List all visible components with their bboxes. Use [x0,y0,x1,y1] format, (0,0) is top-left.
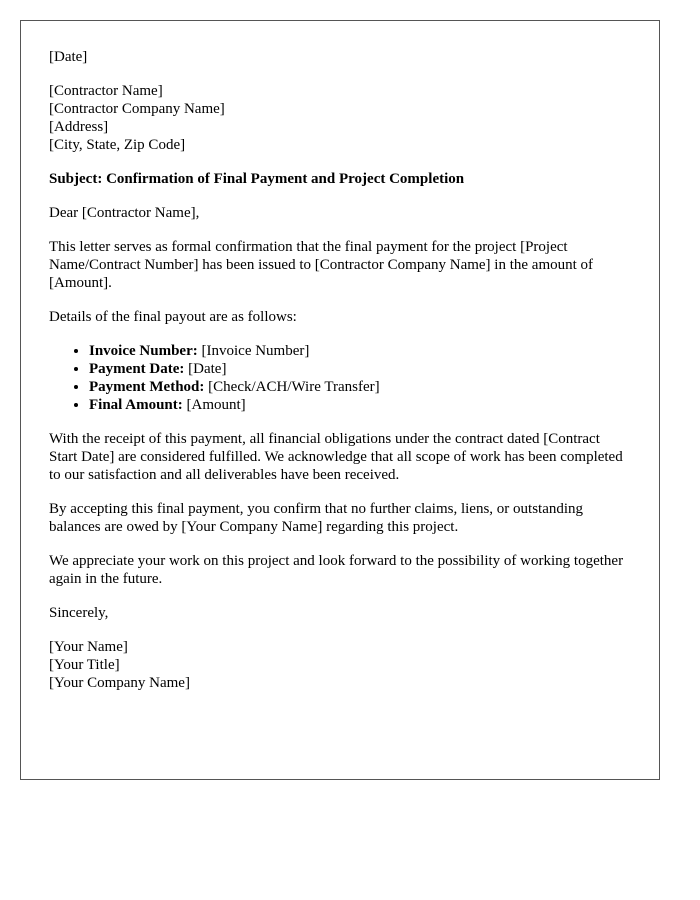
detail-value: [Amount] [182,397,246,413]
payment-details-list [49,342,631,414]
claims-paragraph: By accepting this final payment, you confirm that no further claims, liens, or outstanding balances are owed by [Your Company Name] regarding this project. [49,501,584,535]
signature-company: [Your Company Name] [49,675,190,691]
salutation-block [49,204,631,222]
detail-value: [Check/ACH/Wire Transfer] [204,379,380,395]
appreciation-paragraph: We appreciate your work on this project and look forward to the possibility of working together again in the future. [49,553,624,587]
intro-paragraph: This letter serves as formal confirmation that the final payment for the project [Project Name/Contract Number] has been issued to [Contractor Company Name] in the amount of [Amount]. [49,239,594,291]
detail-item-payment-method [89,378,631,396]
obligations-paragraph-block [49,430,631,484]
letter-date: [Date] [49,49,88,65]
signature-block [49,638,631,692]
detail-label: Payment Method: [89,379,205,395]
details-intro-block [49,308,631,326]
signature-name: [Your Name] [49,639,128,655]
detail-item-invoice-number [89,342,631,360]
closing-block [49,604,631,622]
recipient-address: [Address] [49,119,109,135]
subject-block [49,170,631,188]
recipient-city-state-zip: [City, State, Zip Code] [49,137,186,153]
claims-paragraph-block [49,500,631,536]
subject-line: Subject: Confirmation of Final Payment and Project Completion [49,171,465,187]
recipient-name: [Contractor Name] [49,83,163,99]
detail-label: Invoice Number: [89,343,198,359]
detail-item-payment-date [89,360,631,378]
closing: Sincerely, [49,605,109,621]
details-intro: Details of the final payout are as follows: [49,309,297,325]
obligations-paragraph: With the receipt of this payment, all financial obligations under the contract dated [Contract Start Date] are considered fulfilled. We acknowledge that all scope of work has been completed to our satisfaction and all deliverables have been received. [49,431,623,483]
detail-label: Payment Date: [89,361,185,377]
detail-value: [Date] [184,361,227,377]
letter-page [20,20,660,780]
detail-label: Final Amount: [89,397,183,413]
recipient-company: [Contractor Company Name] [49,101,225,117]
detail-item-final-amount [89,396,631,414]
salutation: Dear [Contractor Name], [49,205,200,221]
date-block [49,48,631,66]
recipient-address-block [49,82,631,154]
intro-paragraph-block [49,238,631,292]
signature-title: [Your Title] [49,657,120,673]
detail-value: [Invoice Number] [197,343,310,359]
appreciation-paragraph-block [49,552,631,588]
